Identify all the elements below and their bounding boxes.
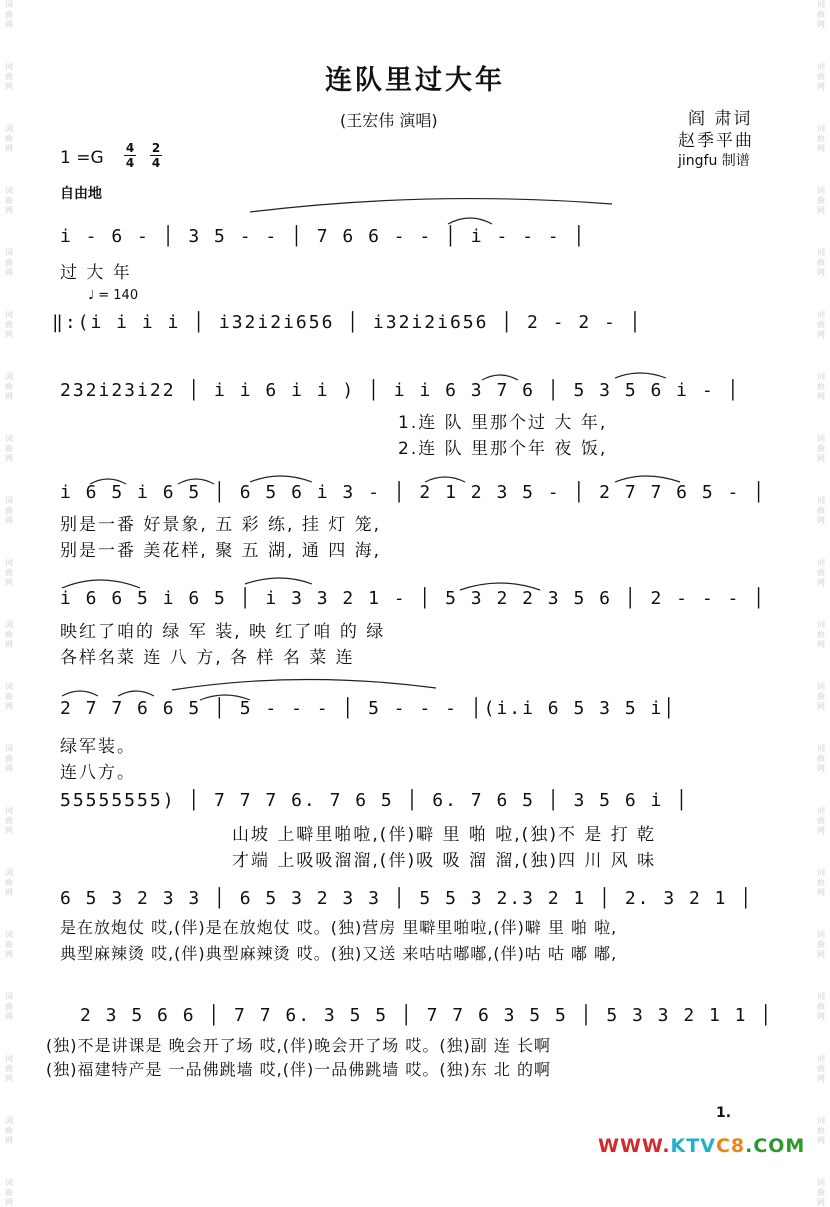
watermark-char: 网 xyxy=(5,578,13,587)
watermark-char: 词 xyxy=(817,186,825,195)
watermark-char: 曲 xyxy=(5,630,13,639)
watermark-char: 网 xyxy=(817,888,825,897)
site-url-logo[interactable] xyxy=(598,1135,805,1157)
lyrics-verse-2: (独)福建特产是 一品佛跳墙 哎,(伴)一品佛跳墙 哎。(独)东 北 的啊 xyxy=(46,1060,551,1079)
watermark-char: 网 xyxy=(817,1074,825,1083)
watermark-char: 网 xyxy=(5,20,13,29)
lyrics-verse-1: 映红了咱的 绿 军 装, 映 红了咱 的 绿 xyxy=(60,622,386,642)
watermark-char: 网 xyxy=(817,826,825,835)
lyrics-verse-1: 绿军装。 xyxy=(60,737,136,757)
time-sig-numerator: 4 xyxy=(125,141,135,155)
lyrics-verse-2: 别是一番 美花样, 聚 五 湖, 通 四 海, xyxy=(60,541,382,561)
watermark-char: 曲 xyxy=(817,1064,825,1073)
watermark-char: 词 xyxy=(817,930,825,939)
watermark-char: 网 xyxy=(5,640,13,649)
watermark-char: 词 xyxy=(5,1116,13,1125)
watermark-char: 词 xyxy=(5,620,13,629)
watermark-char: 网 xyxy=(5,392,13,401)
watermark-char: 网 xyxy=(817,268,825,277)
watermark-char: 曲 xyxy=(5,196,13,205)
singer-credit: (王宏伟 演唱) xyxy=(340,111,438,130)
watermark-char: 曲 xyxy=(817,940,825,949)
notation-row: 2 7 7 6 6 5 │ 5 - - - │ 5 - - - │(i.i 6 5 3 5 i│ xyxy=(60,698,677,719)
notation-row: 6 5 3 2 3 3 │ 6 5 3 2 3 3 │ 5 5 3 2.3 2 1 │ 2. 3 2 1 │ xyxy=(60,888,754,909)
lyrics-verse-2: 各样名菜 连 八 方, 各 样 名 菜 连 xyxy=(60,648,355,668)
watermark-char: 曲 xyxy=(5,10,13,19)
watermark-char: 词 xyxy=(5,434,13,443)
lyrics-verse-1: 山坡 上噼里啪啦,(伴)噼 里 啪 啦,(独)不 是 打 乾 xyxy=(232,825,657,845)
watermark-char: 网 xyxy=(817,330,825,339)
watermark-char: 网 xyxy=(5,764,13,773)
watermark-char: 词 xyxy=(5,310,13,319)
watermark-char: 曲 xyxy=(817,444,825,453)
lyrics-verse-2: 连八方。 xyxy=(60,763,136,783)
watermark-char: 曲 xyxy=(817,72,825,81)
key-signature: 1 =G xyxy=(60,148,104,168)
lyricist-credit: 阎 肃词 xyxy=(688,109,753,129)
watermark-char: 词 xyxy=(817,992,825,1001)
song-title: 连队里过大年 xyxy=(325,65,505,96)
watermark-char: 词 xyxy=(5,62,13,71)
watermark-char: 曲 xyxy=(5,816,13,825)
watermark-char: 网 xyxy=(5,1198,13,1207)
watermark-char: 词 xyxy=(5,372,13,381)
watermark-char: 词 xyxy=(5,0,13,9)
watermark-char: 词 xyxy=(817,310,825,319)
watermark-char: 曲 xyxy=(5,506,13,515)
watermark-char: 词 xyxy=(817,372,825,381)
watermark-char: 词 xyxy=(817,1116,825,1125)
watermark-char: 词 xyxy=(5,248,13,257)
watermark-char: 曲 xyxy=(817,1002,825,1011)
notation-row: ‖:(i i i i │ i32i2i656 │ i32i2i656 │ 2 - 2 - │ xyxy=(52,312,643,333)
watermark-char: 网 xyxy=(5,330,13,339)
watermark-char: 网 xyxy=(5,1012,13,1021)
lyrics-verse-1: 1.连 队 里那个过 大 年, xyxy=(398,413,608,433)
watermark-char: 网 xyxy=(817,702,825,711)
watermark-char: 曲 xyxy=(817,816,825,825)
watermark-char: 词 xyxy=(817,682,825,691)
watermark-char: 词 xyxy=(5,744,13,753)
watermark-char: 网 xyxy=(817,640,825,649)
watermark-char: 词 xyxy=(5,806,13,815)
lyrics-verse-2: 典型麻辣烫 哎,(伴)典型麻辣烫 哎。(独)又送 来咕咕嘟嘟,(伴)咕 咕 嘟 嘟, xyxy=(60,944,618,963)
watermark-char: 曲 xyxy=(5,568,13,577)
watermark-char: 网 xyxy=(817,764,825,773)
watermark-char: 词 xyxy=(5,930,13,939)
transcriber-credit: jingfu 制谱 xyxy=(678,153,750,169)
watermark-char: 词 xyxy=(5,682,13,691)
watermark-char: 曲 xyxy=(817,1188,825,1197)
watermark-char: 网 xyxy=(817,1198,825,1207)
watermark-char: 网 xyxy=(817,392,825,401)
watermark-char: 曲 xyxy=(5,134,13,143)
page-number: 1. xyxy=(716,1105,732,1121)
watermark-char: 曲 xyxy=(817,382,825,391)
watermark-char: 曲 xyxy=(817,506,825,515)
watermark-char: 词 xyxy=(817,496,825,505)
watermark-char: 网 xyxy=(817,950,825,959)
watermark-char: 曲 xyxy=(5,754,13,763)
watermark-char: 词 xyxy=(817,434,825,443)
watermark-char: 曲 xyxy=(5,1002,13,1011)
watermark-char: 词 xyxy=(5,496,13,505)
time-sig-denominator: 4 xyxy=(125,156,135,170)
watermark-char: 曲 xyxy=(817,630,825,639)
watermark-char: 网 xyxy=(817,20,825,29)
watermark-char: 网 xyxy=(5,702,13,711)
watermark-char: 词 xyxy=(817,620,825,629)
watermark-char: 曲 xyxy=(817,258,825,267)
watermark-char: 曲 xyxy=(5,320,13,329)
watermark-char: 词 xyxy=(817,558,825,567)
notation-row: i 6 6 5 i 6 5 │ i 3 3 2 1 - │ 5 3 2 2 3 5 6 │ 2 - - - │ xyxy=(60,588,767,609)
url-part: KTV xyxy=(670,1135,716,1157)
lyrics-verse-1: 别是一番 好景象, 五 彩 练, 挂 灯 笼, xyxy=(60,515,382,535)
watermark-char: 网 xyxy=(817,206,825,215)
tempo-metronome: ♩ = 140 xyxy=(88,288,139,303)
notation-row: 2 3 5 6 6 │ 7 7 6. 3 5 5 │ 7 7 6 3 5 5 │ 5 3 3 2 1 1 │ xyxy=(80,1005,774,1026)
watermark-char: 网 xyxy=(5,454,13,463)
watermark-char: 词 xyxy=(5,1054,13,1063)
watermark-char: 网 xyxy=(5,516,13,525)
lyrics-verse-2: 2.连 队 里那个年 夜 饭, xyxy=(398,439,608,459)
watermark-char: 曲 xyxy=(5,940,13,949)
url-part: C8 xyxy=(715,1135,746,1157)
watermark-char: 曲 xyxy=(817,196,825,205)
watermark-char: 曲 xyxy=(5,382,13,391)
watermark-char: 网 xyxy=(5,144,13,153)
watermark-char: 网 xyxy=(5,888,13,897)
watermark-char: 词 xyxy=(5,1178,13,1187)
watermark-char: 曲 xyxy=(817,692,825,701)
watermark-char: 曲 xyxy=(5,444,13,453)
watermark-char: 曲 xyxy=(5,1126,13,1135)
watermark-char: 网 xyxy=(817,1012,825,1021)
watermark-char: 网 xyxy=(5,1136,13,1145)
watermark-char: 词 xyxy=(817,0,825,9)
notation-row: i - 6 - │ 3 5 - - │ 7 6 6 - - │ i - - - │ xyxy=(60,226,587,247)
watermark-char: 网 xyxy=(817,454,825,463)
url-part: .COM xyxy=(745,1135,806,1157)
watermark-char: 曲 xyxy=(5,72,13,81)
watermark-char: 曲 xyxy=(817,878,825,887)
tempo-free-marking: 自由地 xyxy=(60,186,102,202)
watermark-char: 网 xyxy=(817,1136,825,1145)
watermark-char: 词 xyxy=(817,248,825,257)
watermark-char: 网 xyxy=(5,82,13,91)
watermark-char: 曲 xyxy=(5,258,13,267)
watermark-char: 网 xyxy=(5,268,13,277)
lyrics-verse-2: 才端 上吸吸溜溜,(伴)吸 吸 溜 溜,(独)四 川 风 味 xyxy=(232,851,657,871)
url-part: WWW. xyxy=(598,1135,671,1157)
watermark-char: 网 xyxy=(5,206,13,215)
watermark-char: 词 xyxy=(5,558,13,567)
watermark-char: 曲 xyxy=(817,568,825,577)
watermark-char: 词 xyxy=(5,992,13,1001)
lyrics-verse-1: 是在放炮仗 哎,(伴)是在放炮仗 哎。(独)营房 里噼里啪啦,(伴)噼 里 啪 啦, xyxy=(60,918,618,937)
watermark-char: 词 xyxy=(5,186,13,195)
watermark-char: 网 xyxy=(5,1074,13,1083)
watermark-char: 词 xyxy=(817,744,825,753)
notation-row: 232i23i22 │ i i 6 i i ) │ i i 6 3 7 6 │ 5 3 5 6 i - │ xyxy=(60,380,741,401)
watermark-char: 曲 xyxy=(817,134,825,143)
watermark-char: 网 xyxy=(5,950,13,959)
time-sig-numerator: 2 xyxy=(151,141,161,155)
watermark-char: 曲 xyxy=(5,1064,13,1073)
watermark-char: 曲 xyxy=(817,320,825,329)
watermark-char: 词 xyxy=(5,868,13,877)
lyrics-verse-1: (独)不是讲课是 晚会开了场 哎,(伴)晚会开了场 哎。(独)副 连 长啊 xyxy=(46,1036,551,1055)
watermark-char: 曲 xyxy=(5,878,13,887)
watermark-char: 曲 xyxy=(817,10,825,19)
watermark-char: 网 xyxy=(817,516,825,525)
watermark-char: 网 xyxy=(817,144,825,153)
watermark-char: 曲 xyxy=(817,754,825,763)
watermark-char: 词 xyxy=(817,806,825,815)
watermark-char: 曲 xyxy=(5,1188,13,1197)
watermark-char: 词 xyxy=(817,1178,825,1187)
watermark-char: 词 xyxy=(817,868,825,877)
notation-row: 55555555) │ 7 7 7 6. 7 6 5 │ 6. 7 6 5 │ 3 5 6 i │ xyxy=(60,790,690,811)
watermark-char: 曲 xyxy=(817,1126,825,1135)
watermark-char: 曲 xyxy=(5,692,13,701)
lyrics-row: 过 大 年 xyxy=(60,263,132,283)
watermark-char: 词 xyxy=(817,124,825,133)
time-sig-denominator: 4 xyxy=(151,156,161,170)
composer-credit: 赵季平曲 xyxy=(678,131,754,151)
watermark-char: 网 xyxy=(5,826,13,835)
watermark-char: 网 xyxy=(817,578,825,587)
watermark-char: 网 xyxy=(817,82,825,91)
notation-row: i 6 5 i 6 5 │ 6 5 6 i 3 - │ 2 1 2 3 5 - │ 2 7 7 6 5 - │ xyxy=(60,482,767,503)
watermark-char: 词 xyxy=(817,62,825,71)
watermark-char: 词 xyxy=(817,1054,825,1063)
watermark-char: 词 xyxy=(5,124,13,133)
